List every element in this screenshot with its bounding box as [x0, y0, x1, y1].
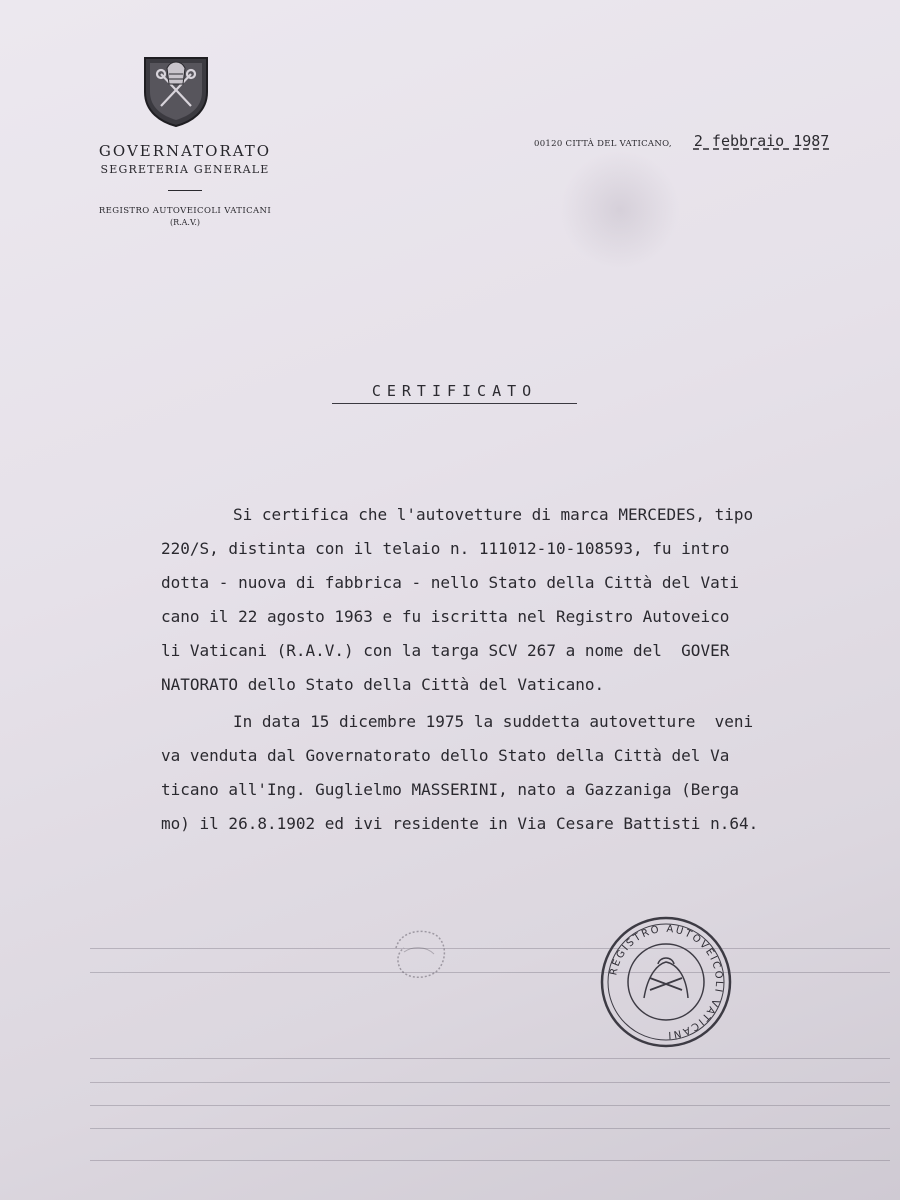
paragraph-line: 220/S, distinta con il telaio n. 111012-10-108593, fu intro [161, 539, 730, 558]
dateline-date: 2 febbraio 1987 [693, 132, 830, 150]
paper-shadow [560, 150, 680, 270]
department-name: SEGRETERIA GENERALE [100, 163, 270, 176]
paragraph-line: ticano all'Ing. Guglielmo MASSERINI, nato a Gazzaniga (Berga [161, 780, 739, 799]
letterhead [70, 142, 300, 227]
faint-rule [90, 1128, 890, 1129]
signature-mark-icon [386, 918, 456, 988]
paragraph-line: va venduta dal Governatorato dello Stato della Città del Va [161, 746, 730, 765]
registry-name: REGISTRO AUTOVEICOLI VATICANI [98, 206, 272, 216]
paragraph-line: dotta - nuova di fabbrica - nello Stato della Città del Vati [161, 573, 739, 592]
registry-stamp-icon [598, 912, 734, 1052]
paragraph-line: mo) il 26.8.1902 ed ivi residente in Via Cesare Battisti n.64. [161, 814, 759, 833]
paragraph-line: li Vaticani (R.A.V.) con la targa SCV 267 a nome del GOVER [161, 641, 730, 660]
svg-text:REGISTRO AUTOVEICOLI VATICANI: REGISTRO AUTOVEICOLI VATICANI [608, 923, 725, 1041]
faint-rule [90, 1105, 890, 1106]
paragraph-line: cano il 22 agosto 1963 e fu iscritta nel Registro Autoveico [161, 607, 730, 626]
registry-abbreviation: (R.A.V.) [169, 218, 201, 227]
vatican-crest-icon [141, 54, 211, 128]
paragraph-line: NATORATO dello Stato della Città del Vaticano. [161, 675, 605, 694]
dateline-city: 00120 CITTÀ DEL VATICANO, [534, 139, 672, 149]
document-title: CERTIFICATO [332, 382, 577, 404]
faint-rule [90, 1058, 890, 1059]
dateline [534, 132, 829, 150]
faint-rule [90, 1082, 890, 1083]
paragraph-line: In data 15 dicembre 1975 la suddetta autovetture veni [233, 712, 754, 731]
paragraph-line: Si certifica che l'autovetture di marca MERCEDES, tipo [233, 505, 754, 524]
faint-rule [90, 948, 890, 949]
letterhead-divider [168, 190, 202, 191]
faint-rule [90, 972, 890, 973]
faint-rule [90, 1160, 890, 1161]
org-name: GOVERNATORATO [98, 142, 272, 160]
